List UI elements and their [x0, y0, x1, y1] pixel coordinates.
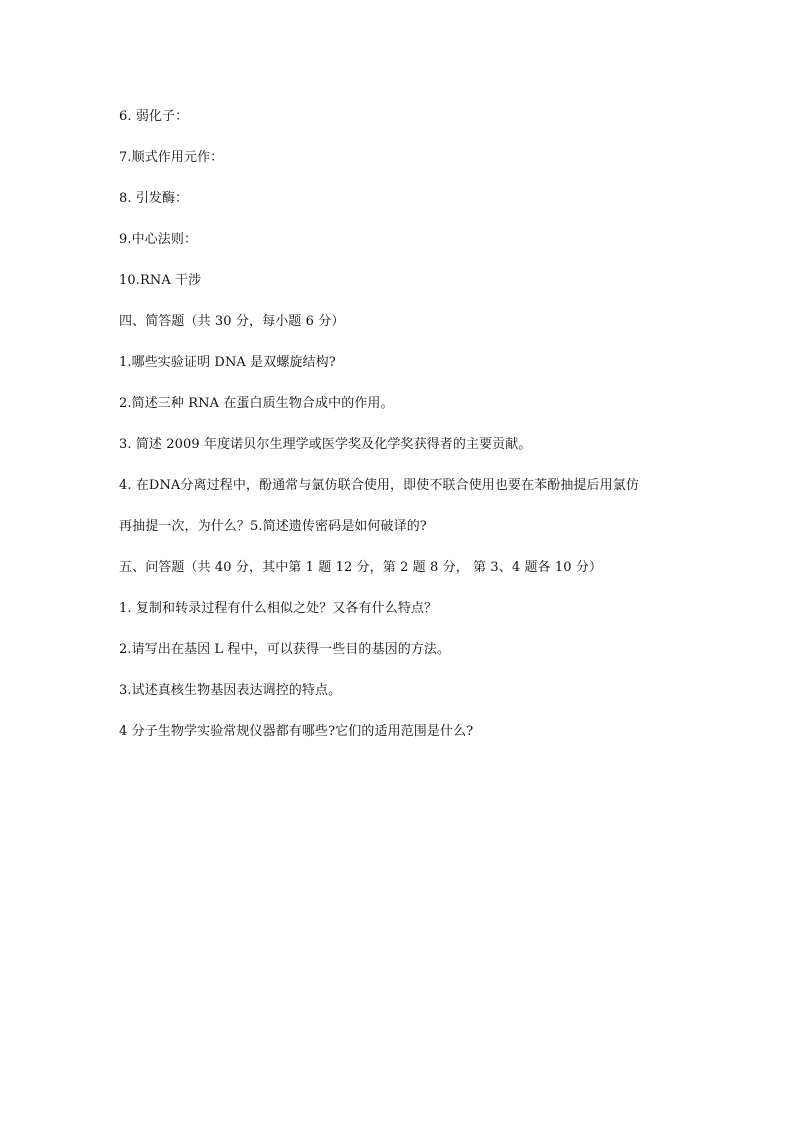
question-essay-1: 1. 复制和转录过程有什么相似之处？又各有什么特点？	[119, 601, 438, 616]
question-short-4-part2: 再抽提一次，为什么？5.简述遗传密码是如何破译的?	[119, 519, 427, 534]
question-essay-4: 4 分子生物学实验常规仪器都有哪些?它们的适用范围是什么?	[119, 724, 474, 739]
term-central-dogma: 9.中心法则：	[119, 232, 198, 247]
question-short-1: 1.哪些实验证明 DNA 是双螺旋结构?	[119, 355, 336, 370]
term-cis-acting-element: 7.顺式作用元作：	[119, 150, 224, 165]
section-heading-essay: 五、问答题（共 40 分，其中第 1 题 12 分，第 2 题 8 分， 第 3、4 题各 10 分）	[119, 560, 603, 575]
term-rna-interference: 10.RNA 干涉	[119, 273, 202, 288]
section-heading-short-answer: 四、简答题（共 30 分，每小题 6 分）	[119, 314, 345, 329]
question-essay-2: 2.请写出在基因 L 程中，可以获得一些目的基因的方法。	[119, 642, 451, 657]
term-primase: 8. 引发酶：	[119, 191, 189, 206]
question-short-4-part1: 4. 在DNA分离过程中，酚通常与氯仿联合使用，即使不联合使用也要在苯酚抽提后用氯仿	[119, 478, 639, 493]
term-attenuator: 6. 弱化子：	[119, 109, 189, 124]
question-short-2: 2.简述三种 RNA 在蛋白质生物合成中的作用。	[119, 396, 394, 411]
question-short-3: 3. 简述 2009 年度诺贝尔生理学或医学奖及化学奖获得者的主要贡献。	[119, 437, 532, 452]
question-essay-3: 3.试述真核生物基因表达调控的特点。	[119, 683, 342, 698]
document-body	[119, 107, 679, 763]
